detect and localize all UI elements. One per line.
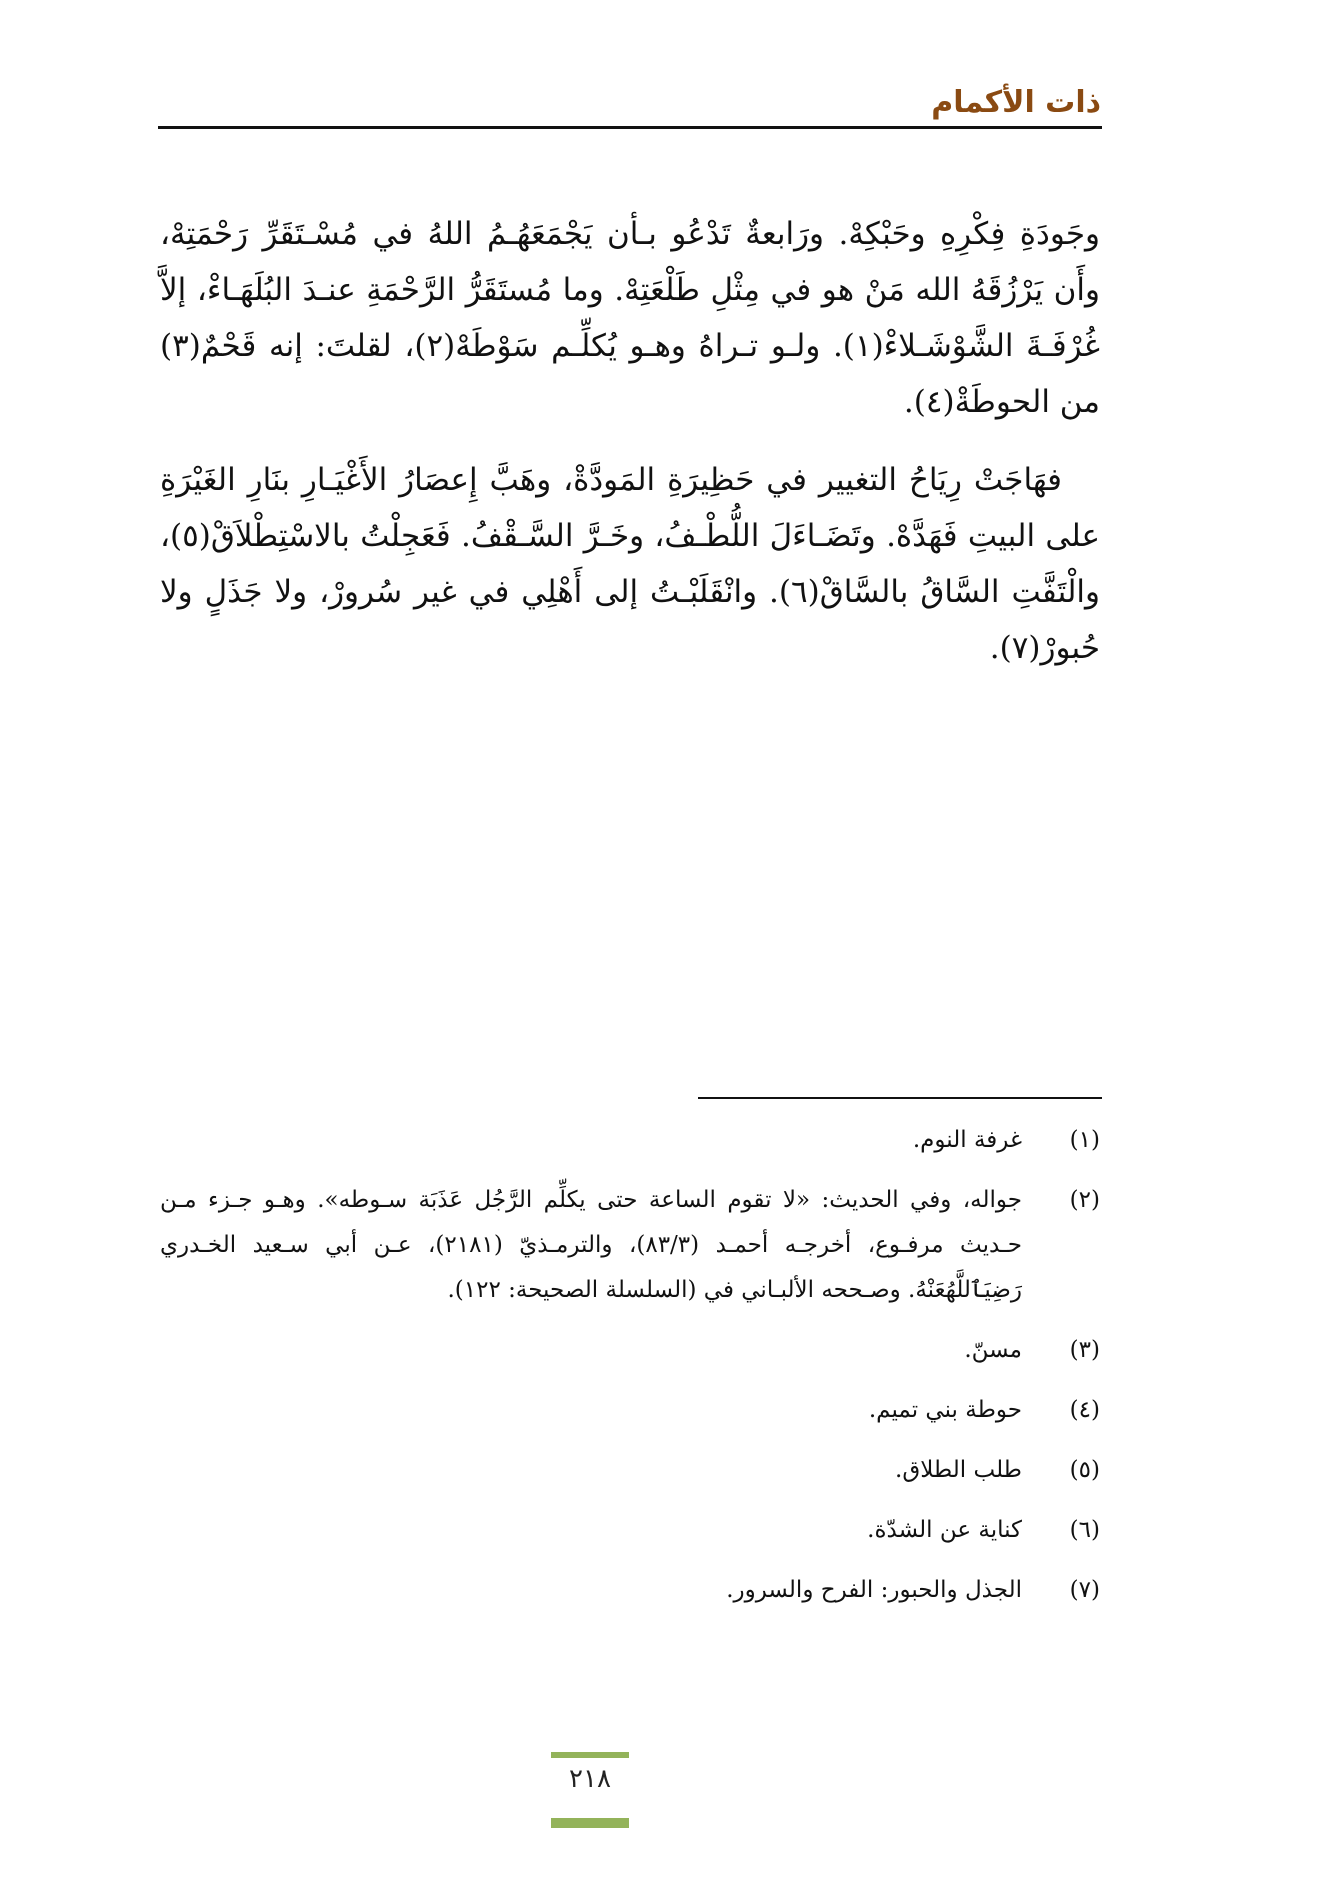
footnote-number: (٤) (1069, 1397, 1100, 1423)
footnote-1 (160, 1118, 1100, 1163)
footnote-text: غرفة النوم. (912, 1127, 1022, 1153)
footnote-number: (٦) (1069, 1517, 1100, 1543)
footnote-text: كناية عن الشدّة. (867, 1517, 1022, 1543)
paragraph-2: فهَاجَتْ رِيَاحُ التغيير في حَظِيرَةِ المَودَّةْ، وهَبَّ إِعصَارُ الأَغْيَـارِ بنَارِ الغَيْرَةِ على البيتِ فَهَدَّهْ. وتَضَـاءَلَ اللُّطْـفُ، وخَـرَّ السَّـقْفُ. فَعَجِلْتُ بالاسْتِطْلاَقْ(٥)، والْتَفَّتِ السَّاقُ بالسَّاقْ(٦). وانْقَلَبْـتُ إلى أَهْلِي في غير سُرورْ، ولا جَذَلٍ ولا حُبورْ(٧). (160, 462, 1100, 666)
page-number-top-bar (551, 1752, 629, 1758)
footnote-text: حوطة بني تميم. (868, 1397, 1022, 1423)
footnote-5 (160, 1448, 1100, 1493)
footnotes (160, 1118, 1100, 1628)
footnote-number: (٣) (1069, 1337, 1100, 1363)
footnote-text: الجذل والحبور: الفرح والسرور. (726, 1577, 1022, 1603)
footnote-6 (160, 1508, 1100, 1553)
footnote-text: طلب الطلاق. (895, 1457, 1022, 1483)
footnote-separator (698, 1097, 1102, 1099)
paragraph-1: وجَودَةِ فِكْرِهِ وحَبْكِهْ. ورَابعةٌ تَدْعُو بـأن يَجْمَعَهُـمُ اللهُ في مُسْـتَقَرِّ رَحْمَتِهْ، وأَن يَرْزُقَهُ الله مَنْ هو في مِثْلِ طَلْعَتِهْ. وما مُستَقَرُّ الرَّحْمَةِ عنـدَ البُلَهَـاءْ، إلاَّ غُرْفَـةَ الشَّوْشَـلاءْ(١). ولـو تـراهُ وهـو يُكلِّـم سَوْطَهْ(٢)، لقلتَ: إنه قَحْمٌ(٣) من الحوطَةْ(٤). (160, 216, 1100, 420)
footnote-number: (١) (1069, 1127, 1100, 1153)
footnote-number: (٥) (1069, 1457, 1100, 1483)
footnote-4 (160, 1388, 1100, 1433)
running-header-title: ذات الأكمام (931, 85, 1101, 120)
footnote-number: (٢) (1069, 1187, 1100, 1213)
page-number-bottom-bar (551, 1818, 629, 1828)
main-text-body (160, 206, 1100, 676)
footnote-7 (160, 1568, 1100, 1613)
footnote-3 (160, 1328, 1100, 1373)
footnote-number: (٧) (1069, 1577, 1100, 1603)
page-number: ٢١٨ (569, 1764, 611, 1794)
footnote-text: جواله، وفي الحديث: «لا تقوم الساعة حتى يكلِّم الرَّجُل عَذَبَة سـوطه». وهـو جـزء مـن حـديث مرفـوع، أخرجـه أحمـد (٨٣/٣)، والترمـذيّ (٢١٨١)، عـن أبي سـعيد الخـدري رَضِيَٱللَّهُعَنْهُ. وصـححه الألبـاني في (السلسلة الصحيحة: ١٢٢). (160, 1187, 1022, 1303)
header-rule (158, 126, 1102, 129)
footnote-text: مسنّ. (964, 1337, 1022, 1363)
footnote-2 (160, 1178, 1100, 1313)
